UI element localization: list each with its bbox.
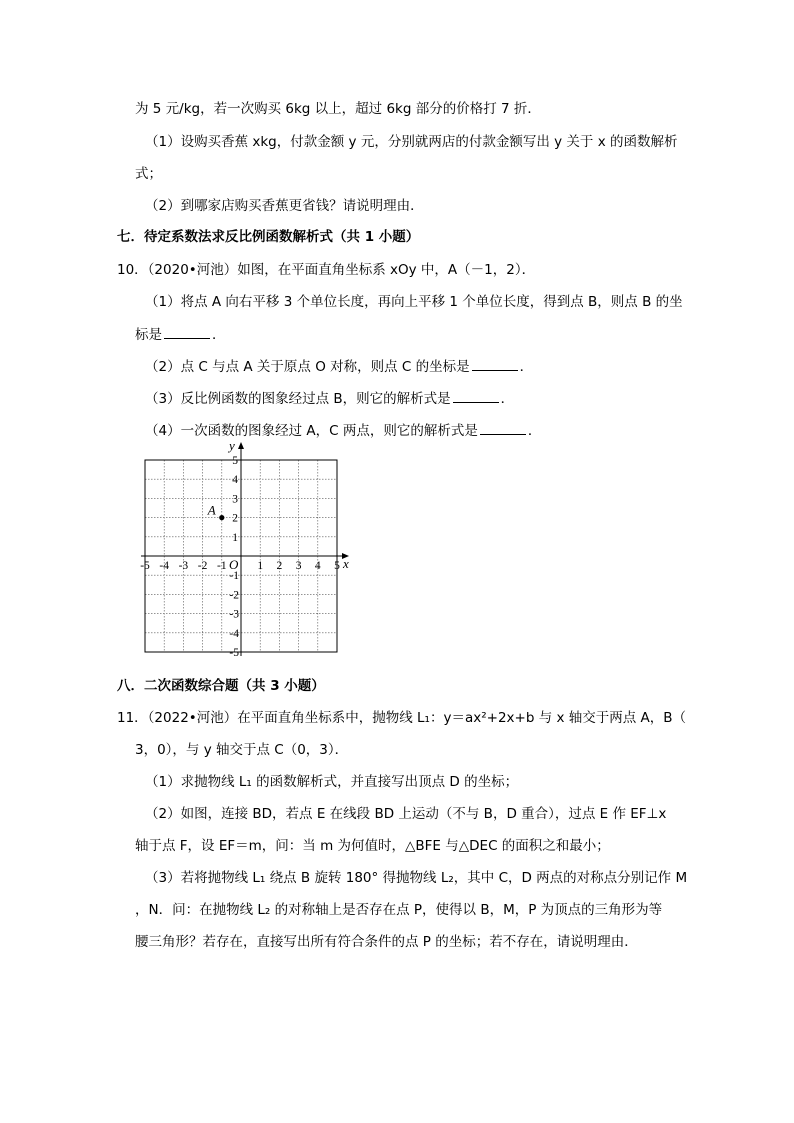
text-fragment: ． [500,391,515,407]
text-fragment: ． [519,359,534,375]
origin-label: O [229,557,239,572]
y-tick-label: 3 [232,493,238,506]
y-tick-label: -3 [229,608,239,621]
x-tick-label: 4 [314,560,321,572]
y-tick-label: -4 [229,627,239,640]
text-line: （1）设购买香蕉 xkg，付款金额 y 元，分别就两店的付款金额写出 y 关于 x 的函数解析 [145,134,678,150]
text-fragment: ． [527,423,542,439]
question-11-stem: 11．（2022•河池）在平面直角坐标系中，抛物线 L₁：y＝ax²+2x+b 与 x 轴交于两点 A，B（ [117,710,687,726]
y-tick-label: -5 [229,647,239,659]
x-tick-label: 5 [334,560,340,572]
text-line: 式； [135,166,162,182]
answer-line [145,388,514,409]
answer-blank [453,388,499,403]
coordinate-grid-figure [135,438,360,663]
y-axis-label: y [229,438,235,453]
x-axis-label: x [343,556,349,571]
y-tick-label: 5 [232,455,238,467]
section-heading-7: 七．待定系数法求反比例函数解析式（共 1 小题） [117,229,420,245]
text-line: ，N．问：在抛物线 L₂ 的对称轴上是否存在点 P，使得以 B，M，P 为顶点的三角形为等 [135,902,663,918]
text-line: 为 5 元/kg，若一次购买 6kg 以上，超过 6kg 部分的价格打 7 折． [135,101,541,117]
x-tick-label: 2 [276,560,283,572]
x-tick-label: 1 [257,560,264,572]
x-tick-label: -2 [197,560,208,572]
point-a-dot [219,515,224,520]
question-10-stem: 10．（2020•河池）如图，在平面直角坐标系 xOy 中，A（－1，2）． [117,262,536,278]
answer-blank [472,356,518,371]
y-tick-label: 4 [232,474,238,487]
x-tick-label: -4 [159,560,169,572]
text-line: 3，0），与 y 轴交于点 C（0，3）． [135,742,349,758]
y-axis-arrow [238,442,244,449]
text-line: 腰三角形？若存在，直接写出所有符合条件的点 P 的坐标；若不存在，请说明理由． [135,934,638,950]
text-fragment: 标是 [135,327,162,343]
text-fragment: （2）点 C 与点 A 关于原点 O 对称，则点 C 的坐标是 [145,359,470,375]
text-line: （2）到哪家店购买香蕉更省钱？请说明理由． [145,198,424,214]
y-tick-label: 1 [232,531,238,544]
y-tick-label: -2 [229,589,239,602]
answer-line [145,356,533,377]
text-fragment: （4）一次函数的图象经过 A，C 两点，则它的解析式是 [145,423,478,439]
text-line: （2）如图，连接 BD，若点 E 在线段 BD 上运动（不与 B，D 重合），过点 E 作 EF⊥x [145,806,667,822]
x-tick-label: -1 [217,560,227,572]
x-tick-label: -5 [140,560,150,572]
answer-blank [164,324,210,339]
point-a-label: A [207,502,216,518]
text-line: （1）求抛物线 L₁ 的函数解析式，并直接写出顶点 D 的坐标； [145,774,519,790]
answer-blank [480,420,526,435]
y-tick-label: -1 [229,570,239,583]
x-tick-label: 3 [295,560,302,572]
tick-labels [140,455,340,659]
text-line: （1）将点 A 向右平移 3 个单位长度，再向上平移 1 个单位长度，得到点 B，则点 B 的坐 [145,294,683,310]
x-tick-label: -3 [178,560,189,572]
answer-line [135,324,226,345]
y-tick-label: 2 [232,512,238,525]
text-fragment: （3）反比例函数的图象经过点 B，则它的解析式是 [145,391,451,407]
text-line: 轴于点 F，设 EF＝m，问：当 m 为何值时，△BFE 与△DEC 的面积之和最小； [135,838,610,854]
text-line: （3）若将抛物线 L₁ 绕点 B 旋转 180° 得抛物线 L₂，其中 C，D 两点的对称点分别记作 M [145,870,688,886]
section-heading-8: 八．二次函数综合题（共 3 小题） [117,678,325,694]
text-fragment: ． [212,327,226,343]
